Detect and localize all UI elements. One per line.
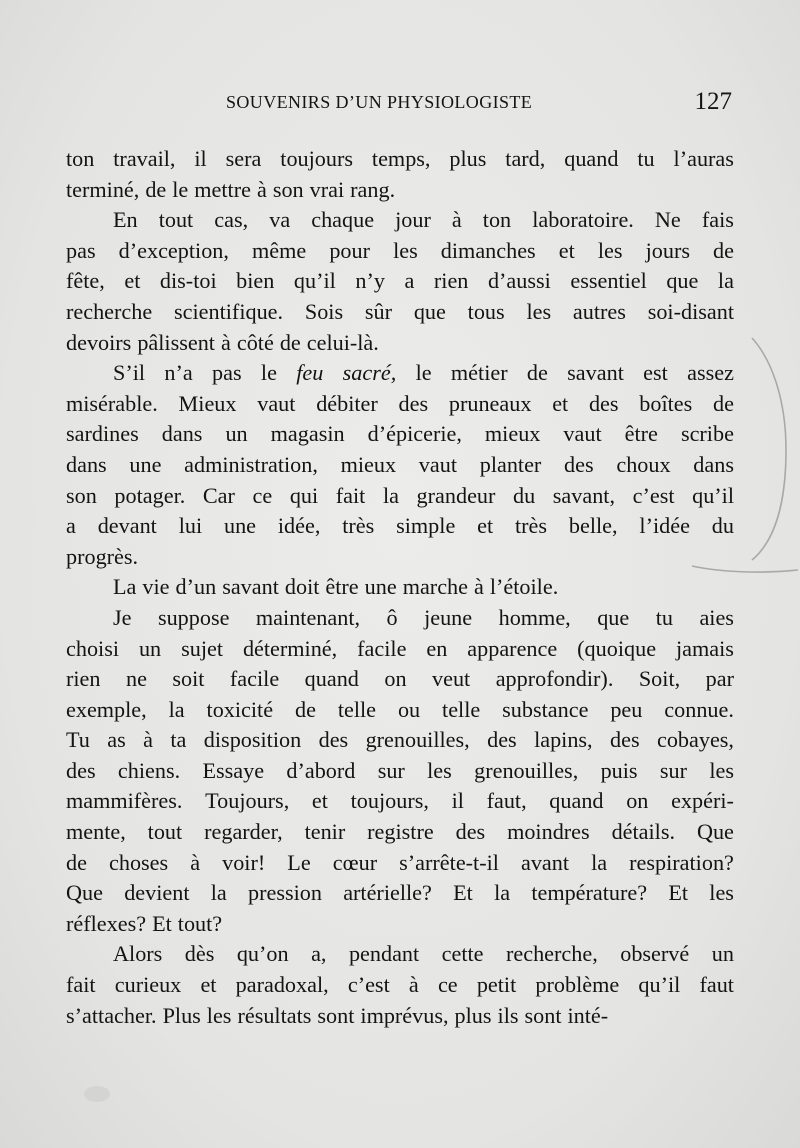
text-line: mammifères. Toujours, et toujours, il faut, quand on expéri- — [66, 788, 734, 814]
text-line: progrès. — [66, 543, 139, 569]
text-line: mente, tout regarder, tenir registre des moindres détails. Que — [66, 819, 734, 845]
text-line: rien ne soit facile quand on veut approfondir). Soit, par — [66, 666, 734, 692]
text-line: Alors dès qu’on a, pendant cette recherche, observé un — [113, 941, 734, 967]
text-line: sardines dans un magasin d’épicerie, mieux vaut être scribe — [66, 421, 734, 447]
page-number: 127 — [694, 88, 732, 115]
text-line: Que devient la pression artérielle? Et la température? Et les — [66, 880, 734, 906]
text-line: pas d’exception, même pour les dimanches et les jours de — [66, 237, 734, 263]
text-line: fête, et dis-toi bien qu’il n’y a rien d’aussi essentiel que la — [66, 268, 734, 294]
text-line: devoirs pâlissent à côté de celui-là. — [66, 329, 379, 355]
text-line: son potager. Car ce qui fait la grandeur du savant, c’est qu’il — [66, 482, 734, 508]
running-title: SOUVENIRS D’UN PHYSIOLOGISTE — [226, 92, 533, 112]
text-line: réflexes? Et tout? — [66, 910, 223, 936]
text-line: Je suppose maintenant, ô jeune homme, que tu aies — [113, 604, 734, 630]
text-line: a devant lui une idée, très simple et très belle, l’idée du — [66, 513, 734, 539]
text-line: choisi un sujet déterminé, facile en apparence (quoique jamais — [66, 635, 734, 661]
page-header — [226, 88, 738, 118]
body-text — [66, 144, 734, 1031]
text-line: La vie d’un savant doit être une marche à l’étoile. — [113, 574, 559, 600]
text-line: S’il n’a pas le feu sacré, le métier de savant est assez — [113, 360, 734, 386]
text-line: s’attacher. Plus les résultats sont imprévus, plus ils sont inté- — [66, 1002, 609, 1028]
text-line: exemple, la toxicité de telle ou telle substance peu connue. — [66, 696, 734, 722]
paper-blemish — [84, 1086, 110, 1102]
text-line: recherche scientifique. Sois sûr que tous les autres soi-disant — [66, 298, 734, 324]
text-line: de choses à voir! Le cœur s’arrête-t-il avant la respiration? — [66, 849, 734, 875]
text-line: Tu as à ta disposition des grenouilles, des lapins, des cobayes, — [66, 727, 734, 753]
text-line: fait curieux et paradoxal, c’est à ce petit problème qu’il faut — [66, 972, 734, 998]
text-line: En tout cas, va chaque jour à ton laboratoire. Ne fais — [113, 207, 734, 233]
text-line: misérable. Mieux vaut débiter des pruneaux et des boîtes de — [66, 390, 734, 416]
text-line: dans une administration, mieux vaut planter des choux dans — [66, 451, 734, 477]
text-line: ton travail, il sera toujours temps, plus tard, quand tu l’auras — [66, 146, 734, 171]
text-line: terminé, de le mettre à son vrai rang. — [66, 176, 396, 202]
text-line: des chiens. Essaye d’abord sur les grenouilles, puis sur les — [66, 757, 734, 783]
